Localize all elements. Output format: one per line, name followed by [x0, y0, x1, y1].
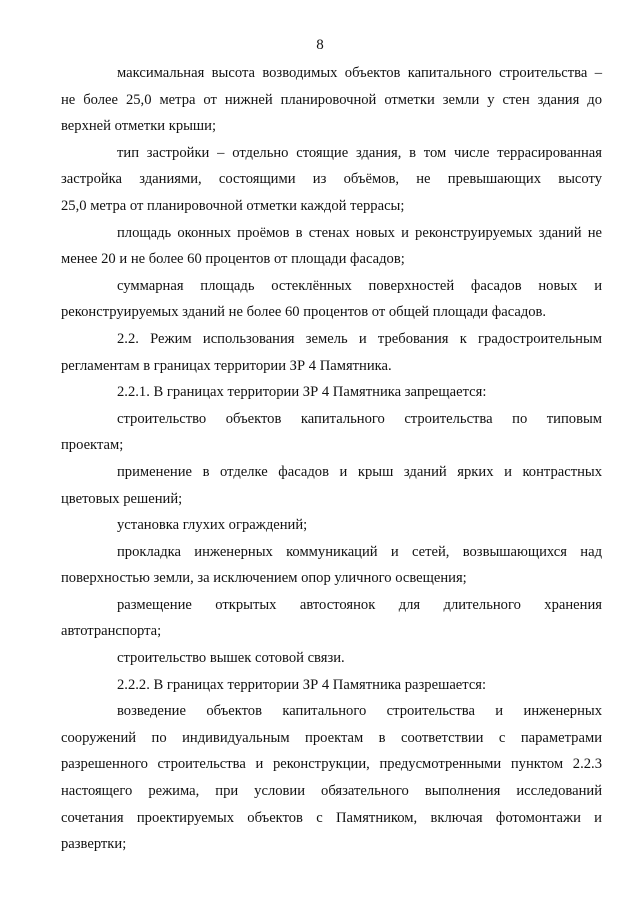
paragraph: [61, 592, 602, 645]
paragraph: [117, 672, 602, 699]
paragraph: [61, 698, 602, 858]
paragraph: [61, 459, 602, 512]
text-line: 2.2. Режим использования земель и требования к градостроительным: [117, 330, 602, 347]
paragraph: [117, 645, 602, 672]
text-line: установка глухих ограждений;: [117, 517, 308, 534]
text-line: 2.2.1. В границах территории ЗР 4 Памятника запрещается:: [117, 384, 487, 401]
paragraph: [61, 140, 602, 220]
text-line: реконструируемых зданий не более 60 процентов от общей площади фасадов.: [61, 304, 547, 321]
paragraph: [61, 326, 602, 379]
page-number: 8: [316, 37, 324, 53]
paragraph: [61, 406, 602, 459]
text-line: максимальная высота возводимых объектов капитального строительства –: [117, 65, 602, 81]
text-line: разрешенного строительства и реконструкции, предусмотренными пунктом 2.2.3: [61, 756, 602, 773]
text-line: 2.2.2. В границах территории ЗР 4 Памятника разрешается:: [117, 676, 487, 693]
paragraph: [117, 512, 602, 539]
text-line: 25,0 метра от планировочной отметки каждой террасы;: [61, 197, 405, 214]
text-line: возведение объектов капитального строительства и инженерных: [117, 703, 602, 720]
text-line: не более 25,0 метра от нижней планировочной отметки земли у стен здания до: [61, 91, 602, 108]
text-line: регламентам в границах территории ЗР 4 Памятника.: [61, 357, 392, 374]
paragraph: [117, 379, 602, 406]
paragraph: [61, 539, 602, 592]
text-line: менее 20 и не более 60 процентов от площади фасадов;: [61, 251, 405, 268]
paragraph: [61, 273, 602, 326]
paragraph: [61, 220, 602, 273]
text-line: автотранспорта;: [61, 623, 162, 640]
text-line: настоящего режима, при условии обязательного выполнения исследований: [61, 783, 602, 800]
text-line: площадь оконных проёмов в стенах новых и реконструируемых зданий не: [117, 224, 602, 241]
text-line: поверхностью земли, за исключением опор уличного освещения;: [61, 570, 467, 587]
text-line: развертки;: [61, 836, 127, 853]
paragraph: [61, 60, 602, 140]
text-line: прокладка инженерных коммуникаций и сетей, возвышающихся над: [117, 543, 602, 560]
text-line: проектам;: [61, 437, 124, 454]
text-line: застройка зданиями, состоящими из объёмов, не превышающих высоту: [61, 171, 602, 188]
text-line: цветовых решений;: [61, 490, 183, 507]
text-line: размещение открытых автостоянок для длительного хранения: [117, 596, 602, 613]
text-line: верхней отметки крыши;: [61, 118, 217, 135]
text-line: сооружений по индивидуальным проектам в соответствии с параметрами: [61, 729, 602, 746]
text-line: применение в отделке фасадов и крыш зданий ярких и контрастных: [117, 463, 602, 480]
text-line: строительство вышек сотовой связи.: [117, 650, 345, 667]
document-body: [61, 60, 602, 858]
text-line: сочетания проектируемых объектов с Памятником, включая фотомонтажи и: [61, 809, 602, 826]
text-line: тип застройки – отдельно стоящие здания, в том числе террасированная: [117, 144, 602, 161]
text-line: суммарная площадь остеклённых поверхностей фасадов новых и: [117, 277, 602, 294]
text-line: строительство объектов капитального строительства по типовым: [117, 410, 602, 427]
